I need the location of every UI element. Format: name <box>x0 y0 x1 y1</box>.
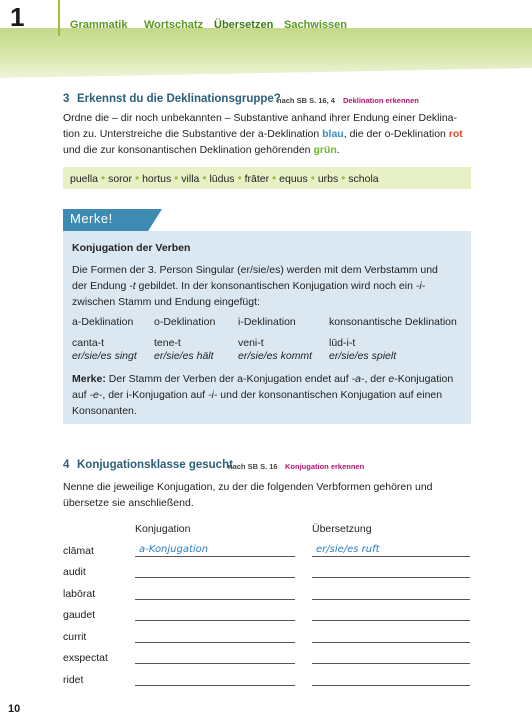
conj-trans-o: er/sie/es hält <box>154 350 214 362</box>
word-item[interactable]: equus <box>279 173 308 185</box>
exercise-3-number: 3 <box>63 93 70 105</box>
answer-line-konjugation[interactable] <box>135 620 295 621</box>
word-item[interactable]: hortus <box>142 173 172 185</box>
verb-label: gaudet <box>63 609 96 621</box>
word-item[interactable]: lūdus <box>209 173 235 185</box>
color-word-red: rot <box>448 128 463 140</box>
conj-trans-a: er/sie/es singt <box>72 350 137 362</box>
header-divider <box>58 0 60 36</box>
answer-line-konjugation[interactable] <box>135 663 295 664</box>
answer-line-uebersetzung[interactable] <box>312 663 470 664</box>
separator-dot: • <box>100 171 106 185</box>
conj-form-i: veni-t <box>238 337 264 349</box>
merke-text-line2: der Endung -t gebildet. In der konsonantischen Konjugation wird noch ein -i- <box>72 280 426 292</box>
answer-uebersetzung[interactable]: er/sie/es ruft <box>316 544 380 555</box>
exercise-3-text-line2: tion zu. Unterstreiche die Substantive der a-Deklination blau, die der o-Deklination rot <box>63 128 463 140</box>
exercise-3-text-line1: Ordne die – dir noch unbekannten – Substantive anhand ihrer Endung einer Deklina- <box>63 112 458 124</box>
exercise-4-reference: nach SB S. 16 <box>228 462 278 471</box>
exercise-3-title: Erkennst du die Deklinationsgruppe? <box>77 93 281 105</box>
header-banner <box>0 28 532 78</box>
nav-wortschatz[interactable]: Wortschatz <box>144 19 204 31</box>
verb-label: exspectat <box>63 652 108 664</box>
merke-note-line3: Konsonanten. <box>72 405 137 417</box>
column-header-konjugation: Konjugation <box>135 523 191 535</box>
merke-text-line3: zwischen Stamm und Endung eingefügt: <box>72 296 260 308</box>
conj-trans-i: er/sie/es kommt <box>238 350 313 362</box>
chapter-number: 1 <box>10 2 25 32</box>
merke-heading: Konjugation der Verben <box>72 242 191 254</box>
merke-note-line2: auf -e-, der i-Konjugation auf -i- und der konsonantischen Konjugation auf einen <box>72 389 443 401</box>
separator-dot: • <box>272 171 277 185</box>
color-word-green: grün <box>313 144 337 156</box>
word-list <box>70 171 379 185</box>
answer-line-konjugation[interactable] <box>135 556 295 557</box>
nav-uebersetzen[interactable]: Übersetzen <box>214 19 274 31</box>
conj-form-o: tene-t <box>154 337 181 349</box>
answer-line-uebersetzung[interactable] <box>312 556 470 557</box>
answer-line-uebersetzung[interactable] <box>312 599 470 600</box>
color-word-blue: blau <box>322 128 344 140</box>
exercise-4-number: 4 <box>63 459 70 471</box>
answer-line-konjugation[interactable] <box>135 685 295 686</box>
exercise-4-title: Konjugationsklasse gesucht <box>77 459 233 471</box>
separator-dot: • <box>341 171 346 185</box>
exercise-4-badge: Konjugation erkennen <box>285 462 365 471</box>
verb-label: currit <box>63 631 87 643</box>
answer-line-uebersetzung[interactable] <box>312 620 470 621</box>
conj-trans-kons: er/sie/es spielt <box>329 350 397 362</box>
exercise-4-text-line1: Nenne die jeweilige Konjugation, zu der die folgenden Verbformen gehören und <box>63 481 433 493</box>
answer-konjugation[interactable]: a-Konjugation <box>139 544 209 555</box>
separator-dot: • <box>237 171 242 185</box>
answer-line-uebersetzung[interactable] <box>312 642 470 643</box>
conj-head-i: i-Deklination <box>238 316 296 328</box>
word-item[interactable]: soror <box>108 173 133 185</box>
conj-head-kons: konsonantische Deklination <box>329 316 457 328</box>
answer-line-konjugation[interactable] <box>135 577 295 578</box>
word-item[interactable]: urbs <box>317 173 339 185</box>
exercise-3-reference: nach SB S. 16, 4 <box>277 96 335 105</box>
word-item[interactable]: puella <box>70 173 99 185</box>
merke-note-line1: Merke: Der Stamm der Verben der a-Konjugation endet auf -a-, der e-Konjugation <box>72 373 454 385</box>
separator-dot: • <box>310 171 315 185</box>
word-item[interactable]: villa <box>181 173 200 185</box>
conj-head-a: a-Deklination <box>72 316 134 328</box>
verb-label: ridet <box>63 674 84 686</box>
answer-line-konjugation[interactable] <box>135 642 295 643</box>
nav-grammatik[interactable]: Grammatik <box>70 19 128 31</box>
separator-dot: • <box>174 171 179 185</box>
word-item[interactable]: schola <box>348 173 379 185</box>
conj-form-kons: lūd-i-t <box>329 337 356 349</box>
answer-line-konjugation[interactable] <box>135 599 295 600</box>
exercise-3-text-line3: und die zur konsonantischen Deklination gehörenden grün. <box>63 144 340 156</box>
merke-text-line1: Die Formen der 3. Person Singular (er/sie/es) werden mit dem Verbstamm und <box>72 264 438 276</box>
verb-label: audit <box>63 566 86 578</box>
nav-sachwissen[interactable]: Sachwissen <box>284 19 347 31</box>
column-header-uebersetzung: Übersetzung <box>312 523 372 535</box>
answer-line-uebersetzung[interactable] <box>312 577 470 578</box>
answer-line-uebersetzung[interactable] <box>312 685 470 686</box>
conj-form-a: canta-t <box>72 337 105 349</box>
word-item[interactable]: frāter <box>244 173 270 185</box>
conj-head-o: o-Deklination <box>154 316 216 328</box>
page-number: 10 <box>8 703 21 715</box>
exercise-4-text-line2: übersetze sie anschließend. <box>63 497 194 509</box>
separator-dot: • <box>202 171 207 185</box>
merke-label: Merke! <box>70 211 113 226</box>
separator-dot: • <box>134 171 140 185</box>
verb-label: clāmat <box>63 545 94 557</box>
verb-label: labōrat <box>63 588 96 600</box>
exercise-3-badge: Deklination erkennen <box>343 96 419 105</box>
